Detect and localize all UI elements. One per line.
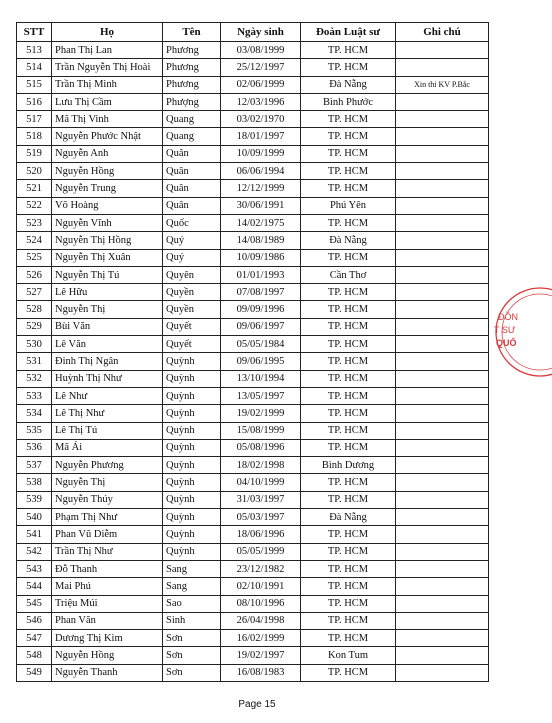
cell-stt: 522 (17, 197, 52, 214)
cell-ten: Sơn (163, 664, 221, 681)
cell-doan: TP. HCM (301, 111, 396, 128)
cell-dob: 04/10/1999 (221, 474, 301, 491)
cell-dob: 06/06/1994 (221, 163, 301, 180)
cell-stt: 517 (17, 111, 52, 128)
cell-stt: 545 (17, 595, 52, 612)
cell-note (396, 214, 489, 231)
cell-doan: TP. HCM (301, 284, 396, 301)
cell-stt: 518 (17, 128, 52, 145)
cell-ho: Phan Văn (52, 612, 163, 629)
cell-dob: 03/02/1970 (221, 111, 301, 128)
cell-stt: 544 (17, 578, 52, 595)
cell-ho: Nguyễn Trung (52, 180, 163, 197)
table-row (17, 93, 489, 110)
cell-doan: TP. HCM (301, 336, 396, 353)
table-row (17, 405, 489, 422)
col-header-doan-luat-su: Đoàn Luật sư (301, 23, 396, 42)
cell-ten: Quỳnh (163, 422, 221, 439)
cell-stt: 546 (17, 612, 52, 629)
cell-note (396, 578, 489, 595)
cell-dob: 10/09/1986 (221, 249, 301, 266)
cell-stt: 541 (17, 526, 52, 543)
cell-ho: Lê Thị Tú (52, 422, 163, 439)
cell-note (396, 543, 489, 560)
table-row (17, 664, 489, 681)
cell-dob: 15/08/1999 (221, 422, 301, 439)
cell-note (396, 474, 489, 491)
cell-note (396, 336, 489, 353)
cell-doan: TP. HCM (301, 526, 396, 543)
cell-ho: Nguyễn Vĩnh (52, 214, 163, 231)
cell-note (396, 370, 489, 387)
cell-dob: 26/04/1998 (221, 612, 301, 629)
cell-note (396, 111, 489, 128)
cell-ho: Bùi Văn (52, 318, 163, 335)
cell-doan: Phú Yên (301, 197, 396, 214)
cell-stt: 525 (17, 249, 52, 266)
cell-ten: Quân (163, 180, 221, 197)
cell-dob: 07/08/1997 (221, 284, 301, 301)
cell-note (396, 249, 489, 266)
cell-ho: Phan Thị Lan (52, 42, 163, 59)
cell-doan: TP. HCM (301, 439, 396, 456)
cell-stt: 536 (17, 439, 52, 456)
cell-doan: TP. HCM (301, 370, 396, 387)
col-header-ten: Tên (163, 23, 221, 42)
cell-stt: 519 (17, 145, 52, 162)
table-row (17, 266, 489, 283)
cell-ten: Sơn (163, 630, 221, 647)
table-row (17, 457, 489, 474)
cell-note (396, 145, 489, 162)
cell-ho: Mã Thị Vinh (52, 111, 163, 128)
red-seal-stamp (492, 285, 552, 380)
cell-dob: 12/12/1999 (221, 180, 301, 197)
cell-note (396, 560, 489, 577)
cell-stt: 520 (17, 163, 52, 180)
cell-ho: Võ Hoàng (52, 197, 163, 214)
table-row (17, 180, 489, 197)
cell-note (396, 163, 489, 180)
cell-doan: TP. HCM (301, 612, 396, 629)
cell-note (396, 284, 489, 301)
cell-ten: Quyền (163, 301, 221, 318)
cell-note (396, 630, 489, 647)
cell-stt: 521 (17, 180, 52, 197)
cell-ho: Trần Nguyễn Thị Hoài (52, 59, 163, 76)
cell-dob: 14/02/1975 (221, 214, 301, 231)
cell-ten: Sinh (163, 612, 221, 629)
lawyer-roster-table (16, 22, 489, 682)
cell-dob: 02/10/1991 (221, 578, 301, 595)
table-row (17, 318, 489, 335)
cell-ho: Nguyễn Thị (52, 301, 163, 318)
cell-dob: 14/08/1989 (221, 232, 301, 249)
cell-doan: TP. HCM (301, 474, 396, 491)
cell-doan: TP. HCM (301, 163, 396, 180)
cell-stt: 538 (17, 474, 52, 491)
cell-dob: 19/02/1997 (221, 647, 301, 664)
cell-ho: Mai Phú (52, 578, 163, 595)
cell-ten: Quyền (163, 284, 221, 301)
cell-note (396, 491, 489, 508)
cell-doan: TP. HCM (301, 630, 396, 647)
page-number: Page 15 (238, 699, 276, 710)
cell-ten: Phương (163, 59, 221, 76)
cell-ho: Nguyễn Thị (52, 474, 163, 491)
cell-doan: TP. HCM (301, 214, 396, 231)
cell-note (396, 266, 489, 283)
cell-ten: Sao (163, 595, 221, 612)
cell-dob: 05/03/1997 (221, 509, 301, 526)
cell-doan: TP. HCM (301, 578, 396, 595)
cell-ten: Sang (163, 578, 221, 595)
cell-ho: Trần Thị Như (52, 543, 163, 560)
table-row (17, 59, 489, 76)
cell-ten: Quỳnh (163, 457, 221, 474)
cell-ho: Lê Thị Như (52, 405, 163, 422)
cell-ho: Nguyễn Phước Nhật (52, 128, 163, 145)
cell-ten: Phương (163, 76, 221, 93)
table-row (17, 284, 489, 301)
cell-stt: 549 (17, 664, 52, 681)
table-row (17, 560, 489, 577)
table-row (17, 42, 489, 59)
cell-ten: Quân (163, 163, 221, 180)
cell-ten: Quang (163, 111, 221, 128)
cell-doan: Đà Nẵng (301, 232, 396, 249)
cell-doan: TP. HCM (301, 664, 396, 681)
cell-doan: TP. HCM (301, 595, 396, 612)
stamp-text-line-1: ĐỒN (498, 312, 518, 322)
cell-doan: TP. HCM (301, 180, 396, 197)
table-row (17, 491, 489, 508)
cell-doan: TP. HCM (301, 491, 396, 508)
cell-ho: Mã Ái (52, 439, 163, 456)
stamp-text-line-2: T SƯ (494, 325, 516, 335)
cell-dob: 05/08/1996 (221, 439, 301, 456)
cell-doan: TP. HCM (301, 387, 396, 404)
cell-ten: Quỳnh (163, 353, 221, 370)
cell-stt: 516 (17, 93, 52, 110)
cell-stt: 542 (17, 543, 52, 560)
table-row (17, 301, 489, 318)
cell-stt: 531 (17, 353, 52, 370)
col-header-ghi-chu: Ghi chú (396, 23, 489, 42)
cell-note (396, 232, 489, 249)
cell-doan: TP. HCM (301, 145, 396, 162)
cell-ho: Lê Như (52, 387, 163, 404)
cell-stt: 537 (17, 457, 52, 474)
table-row (17, 543, 489, 560)
cell-dob: 05/05/1999 (221, 543, 301, 560)
cell-dob: 13/05/1997 (221, 387, 301, 404)
table-row (17, 163, 489, 180)
table-row (17, 336, 489, 353)
cell-dob: 13/10/1994 (221, 370, 301, 387)
cell-ho: Đỗ Thanh (52, 560, 163, 577)
table-row (17, 422, 489, 439)
cell-dob: 01/01/1993 (221, 266, 301, 283)
cell-dob: 30/06/1991 (221, 197, 301, 214)
cell-note (396, 526, 489, 543)
cell-stt: 540 (17, 509, 52, 526)
table-row (17, 439, 489, 456)
col-header-ho: Họ (52, 23, 163, 42)
cell-stt: 515 (17, 76, 52, 93)
cell-stt: 539 (17, 491, 52, 508)
cell-doan: TP. HCM (301, 353, 396, 370)
cell-stt: 533 (17, 387, 52, 404)
cell-ten: Quỳnh (163, 491, 221, 508)
cell-dob: 31/03/1997 (221, 491, 301, 508)
cell-dob: 25/12/1997 (221, 59, 301, 76)
cell-ho: Nguyễn Thúy (52, 491, 163, 508)
cell-ten: Sang (163, 560, 221, 577)
table-body (17, 42, 489, 682)
cell-dob: 23/12/1982 (221, 560, 301, 577)
cell-doan: TP. HCM (301, 249, 396, 266)
cell-ten: Quang (163, 128, 221, 145)
cell-dob: 10/09/1999 (221, 145, 301, 162)
cell-note (396, 439, 489, 456)
cell-doan: TP. HCM (301, 543, 396, 560)
cell-ho: Nguyễn Thị Xuân (52, 249, 163, 266)
cell-ten: Quân (163, 197, 221, 214)
cell-dob: 09/06/1997 (221, 318, 301, 335)
cell-ten: Quỳnh (163, 387, 221, 404)
cell-note (396, 353, 489, 370)
cell-note (396, 595, 489, 612)
cell-dob: 09/06/1995 (221, 353, 301, 370)
cell-ho: Dương Thị Kim (52, 630, 163, 647)
cell-ho: Đinh Thị Ngân (52, 353, 163, 370)
cell-ten: Quỳnh (163, 526, 221, 543)
cell-stt: 513 (17, 42, 52, 59)
cell-dob: 16/08/1983 (221, 664, 301, 681)
cell-note (396, 301, 489, 318)
cell-doan: TP. HCM (301, 301, 396, 318)
cell-dob: 16/02/1999 (221, 630, 301, 647)
table-row (17, 526, 489, 543)
cell-note (396, 612, 489, 629)
cell-doan: TP. HCM (301, 422, 396, 439)
cell-ten: Quỳnh (163, 543, 221, 560)
cell-stt: 528 (17, 301, 52, 318)
cell-ten: Quốc (163, 214, 221, 231)
cell-stt: 523 (17, 214, 52, 231)
header-row (17, 23, 489, 42)
cell-ho: Lê Văn (52, 336, 163, 353)
cell-stt: 547 (17, 630, 52, 647)
table-row (17, 474, 489, 491)
cell-dob: 18/02/1998 (221, 457, 301, 474)
table-row (17, 630, 489, 647)
cell-note (396, 128, 489, 145)
cell-note (396, 405, 489, 422)
cell-ten: Quý (163, 249, 221, 266)
cell-stt: 548 (17, 647, 52, 664)
cell-ten: Quyên (163, 266, 221, 283)
cell-ten: Sơn (163, 647, 221, 664)
cell-ten: Quỳnh (163, 474, 221, 491)
cell-doan: TP. HCM (301, 318, 396, 335)
cell-ho: Triệu Múi (52, 595, 163, 612)
cell-dob: 18/06/1996 (221, 526, 301, 543)
cell-stt: 530 (17, 336, 52, 353)
cell-doan: Kon Tum (301, 647, 396, 664)
table-row (17, 595, 489, 612)
cell-doan: TP. HCM (301, 128, 396, 145)
cell-stt: 543 (17, 560, 52, 577)
cell-stt: 524 (17, 232, 52, 249)
cell-doan: Bình Dương (301, 457, 396, 474)
cell-ho: Lưu Thị Cầm (52, 93, 163, 110)
cell-ho: Nguyễn Thị Tú (52, 266, 163, 283)
cell-dob: 09/09/1996 (221, 301, 301, 318)
cell-ten: Quyết (163, 318, 221, 335)
cell-stt: 532 (17, 370, 52, 387)
cell-note: Xin thi KV P.Bắc (396, 76, 489, 93)
cell-note (396, 457, 489, 474)
table-row (17, 128, 489, 145)
cell-dob: 18/01/1997 (221, 128, 301, 145)
table-row (17, 370, 489, 387)
table-row (17, 387, 489, 404)
cell-stt: 526 (17, 266, 52, 283)
cell-ten: Phương (163, 42, 221, 59)
cell-doan: Đà Nẵng (301, 76, 396, 93)
col-header-stt: STT (17, 23, 52, 42)
col-header-ngay-sinh: Ngày sinh (221, 23, 301, 42)
cell-ho: Nguyễn Thanh (52, 664, 163, 681)
cell-ho: Nguyễn Thị Hồng (52, 232, 163, 249)
table-row (17, 232, 489, 249)
cell-note (396, 318, 489, 335)
cell-ten: Quỳnh (163, 405, 221, 422)
cell-ten: Quỳnh (163, 439, 221, 456)
cell-dob: 08/10/1996 (221, 595, 301, 612)
cell-note (396, 387, 489, 404)
cell-stt: 514 (17, 59, 52, 76)
cell-dob: 03/08/1999 (221, 42, 301, 59)
cell-note (396, 42, 489, 59)
cell-ho: Trần Thị Minh (52, 76, 163, 93)
cell-doan: TP. HCM (301, 42, 396, 59)
cell-stt: 535 (17, 422, 52, 439)
table-row (17, 214, 489, 231)
cell-stt: 529 (17, 318, 52, 335)
cell-dob: 05/05/1984 (221, 336, 301, 353)
cell-ho: Lê Hữu (52, 284, 163, 301)
cell-dob: 12/03/1996 (221, 93, 301, 110)
table-row (17, 578, 489, 595)
cell-ho: Phan Vũ Diễm (52, 526, 163, 543)
cell-note (396, 509, 489, 526)
cell-ten: Quân (163, 145, 221, 162)
cell-ho: Nguyễn Anh (52, 145, 163, 162)
cell-note (396, 422, 489, 439)
table-row (17, 353, 489, 370)
cell-note (396, 647, 489, 664)
cell-doan: Cần Thơ (301, 266, 396, 283)
cell-note (396, 93, 489, 110)
cell-ho: Nguyễn Hồng (52, 163, 163, 180)
table-row (17, 145, 489, 162)
table-row (17, 647, 489, 664)
cell-ten: Quỳnh (163, 509, 221, 526)
cell-ho: Nguyễn Hồng (52, 647, 163, 664)
cell-ten: Phượng (163, 93, 221, 110)
cell-note (396, 664, 489, 681)
table-row (17, 197, 489, 214)
cell-stt: 534 (17, 405, 52, 422)
cell-ten: Quỳnh (163, 370, 221, 387)
cell-ten: Quyết (163, 336, 221, 353)
cell-doan: TP. HCM (301, 560, 396, 577)
cell-note (396, 197, 489, 214)
table-row (17, 509, 489, 526)
cell-note (396, 180, 489, 197)
cell-doan: TP. HCM (301, 405, 396, 422)
cell-dob: 19/02/1999 (221, 405, 301, 422)
table-row (17, 612, 489, 629)
table-row (17, 76, 489, 93)
cell-ho: Phạm Thị Như (52, 509, 163, 526)
cell-ho: Huỳnh Thị Như (52, 370, 163, 387)
cell-note (396, 59, 489, 76)
table-row (17, 249, 489, 266)
cell-doan: TP. HCM (301, 59, 396, 76)
cell-doan: Bình Phước (301, 93, 396, 110)
table-row (17, 111, 489, 128)
cell-stt: 527 (17, 284, 52, 301)
cell-ho: Nguyễn Phương (52, 457, 163, 474)
cell-dob: 02/06/1999 (221, 76, 301, 93)
stamp-text-line-3: QUỐ (496, 338, 517, 348)
cell-doan: Đà Nẵng (301, 509, 396, 526)
cell-ten: Quý (163, 232, 221, 249)
